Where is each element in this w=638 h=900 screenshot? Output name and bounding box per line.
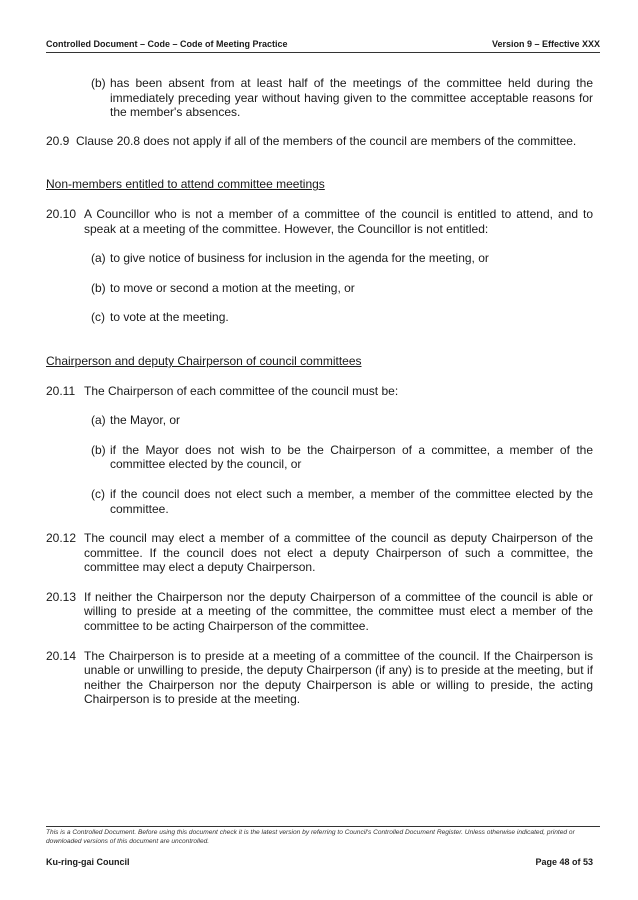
clause-20-10-a bbox=[91, 251, 593, 266]
clause-text: A Councillor who is not a member of a committee of the council is entitled to attend, and to speak at a meeting of the committee. However, the Councillor is not entitled: bbox=[84, 206, 593, 236]
clause-number: 20.13 bbox=[46, 589, 77, 604]
page-footer bbox=[46, 857, 593, 867]
clause-text: If neither the Chairperson nor the deputy Chairperson of a committee of the council is able or willing to preside at a meeting of the committee, the committee must elect a member of the committee to be acting Chairperson of the committee. bbox=[84, 589, 593, 634]
clause-text: The Chairperson of each committee of the council must be: bbox=[84, 383, 399, 398]
clause-20-9 bbox=[46, 134, 593, 149]
clause-text: Clause 20.8 does not apply if all of the members of the council are members of the committee. bbox=[76, 133, 577, 148]
clause-20-12 bbox=[46, 531, 593, 575]
clause-number: 20.14 bbox=[46, 648, 77, 663]
clause-number: 20.11 bbox=[46, 383, 76, 398]
document-body bbox=[46, 76, 593, 707]
clause-20-11-a bbox=[91, 413, 593, 428]
item-label: (a) bbox=[91, 413, 106, 428]
clause-20-8-b bbox=[91, 76, 593, 120]
item-text: the Mayor, or bbox=[110, 413, 181, 428]
clause-20-11-b bbox=[91, 443, 593, 472]
item-label: (c) bbox=[91, 310, 105, 325]
page-header bbox=[46, 39, 600, 53]
clause-number: 20.10 bbox=[46, 206, 77, 221]
item-label: (b) bbox=[91, 280, 106, 295]
item-text: has been absent from at least half of the meetings of the committee held during the immediately preceding year without having given to the committee acceptable reasons for the member's absences. bbox=[110, 76, 593, 120]
item-text: if the council does not elect such a member, a member of the committee elected by the committee. bbox=[110, 486, 593, 516]
footer-divider bbox=[46, 826, 600, 827]
item-text: if the Mayor does not wish to be the Chairperson of a committee, a member of the committee elected by the council, or bbox=[110, 442, 593, 472]
clause-20-14 bbox=[46, 649, 593, 707]
item-text: to vote at the meeting. bbox=[110, 310, 229, 325]
header-document-title: Controlled Document – Code – Code of Meeting Practice bbox=[46, 39, 288, 49]
item-label: (b) bbox=[91, 442, 106, 457]
clause-text: The Chairperson is to preside at a meeting of a committee of the council. If the Chairperson is unable or unwilling to preside, the deputy Chairperson (if any) is to preside at the meeting, but if neither the Chairperson nor the deputy Chairperson is able or willing to preside, the acting Chairperson is to preside at the meeting. bbox=[84, 648, 593, 707]
clause-20-10 bbox=[46, 207, 593, 236]
clause-20-11-c bbox=[91, 487, 593, 516]
clause-number: 20.9 bbox=[46, 133, 70, 148]
item-text: to move or second a motion at the meeting, or bbox=[110, 280, 355, 295]
footer-organisation: Ku-ring-gai Council bbox=[46, 857, 130, 867]
clause-20-11 bbox=[46, 384, 593, 399]
clause-text: The council may elect a member of a committee of the council as deputy Chairperson of the committee. If the council does not elect a deputy Chairperson of such a committee, the committee may elect a deputy Chairperson. bbox=[84, 531, 593, 575]
controlled-document-disclaimer: This is a Controlled Document. Before using this document check it is the latest version by referring to Council's Controlled Document Register. Unless otherwise indicated, printed or downloaded versions of this document are uncontrolled. bbox=[46, 829, 575, 845]
section-heading-non-members: Non-members entitled to attend committee meetings bbox=[46, 177, 325, 192]
clause-20-10-c bbox=[91, 310, 593, 325]
clause-20-10-b bbox=[91, 281, 593, 296]
item-label: (b) bbox=[91, 76, 106, 90]
clause-number: 20.12 bbox=[46, 531, 77, 546]
item-label: (a) bbox=[91, 251, 106, 266]
clause-20-13 bbox=[46, 590, 593, 634]
header-version: Version 9 – Effective XXX bbox=[491, 39, 600, 49]
item-label: (c) bbox=[91, 486, 105, 501]
page-number: Page 48 of 53 bbox=[535, 857, 593, 867]
item-text: to give notice of business for inclusion in the agenda for the meeting, or bbox=[110, 251, 489, 266]
section-heading-chairperson: Chairperson and deputy Chairperson of council committees bbox=[46, 353, 362, 368]
